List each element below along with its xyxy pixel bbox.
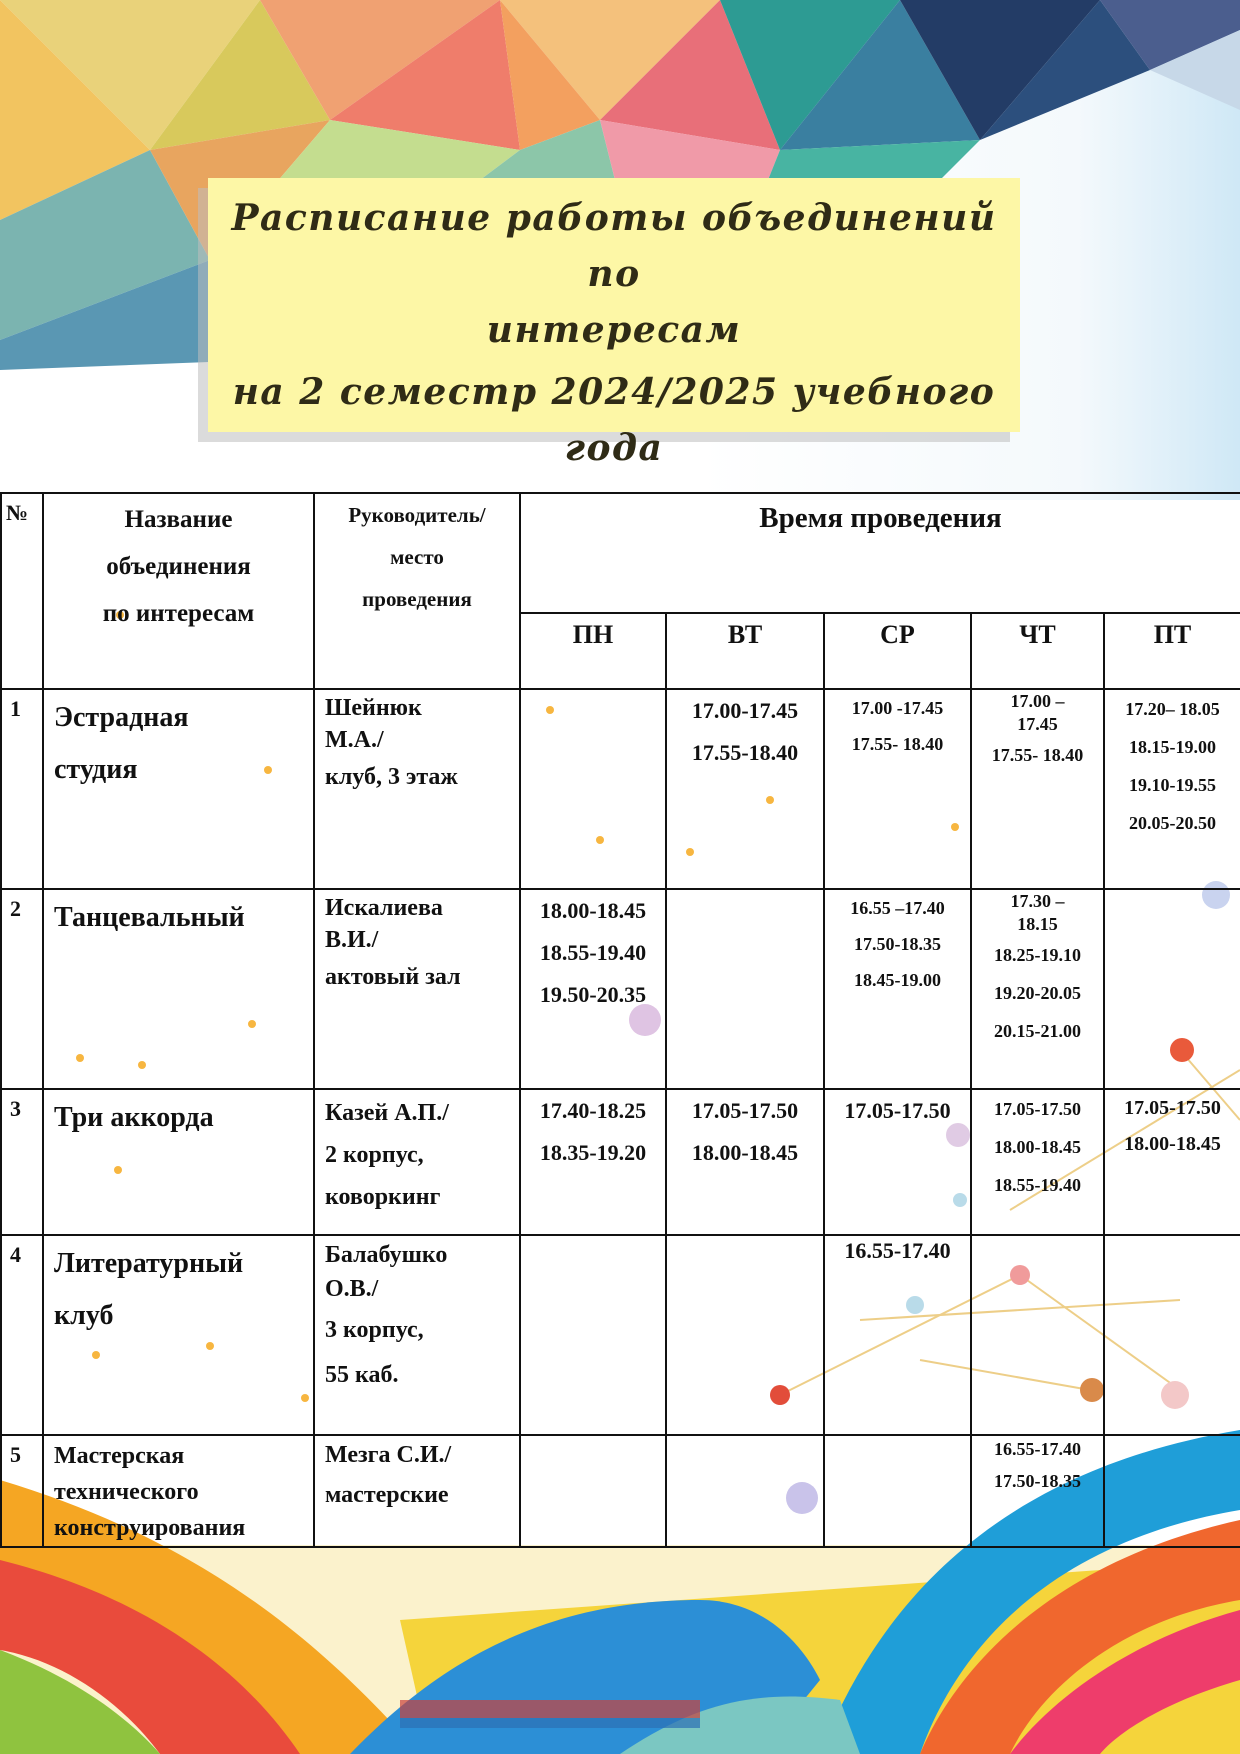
time-slot: 17.20– 18.05 (1125, 699, 1220, 719)
time-slot: 17.40-18.25 (539, 1098, 647, 1123)
leader-line: мастерские (325, 1482, 449, 1508)
leader-line: 3 корпус, (325, 1317, 424, 1343)
club-name-line: Эстрадная (54, 702, 189, 733)
leader-place (314, 1235, 520, 1435)
row-number: 2 (1, 889, 43, 1089)
leader-place (314, 1089, 520, 1235)
club-name (43, 689, 314, 889)
leader-place (314, 689, 520, 889)
header-name (43, 493, 314, 689)
time-slot: 17.55- 18.40 (851, 734, 944, 754)
time-tue (666, 1235, 824, 1435)
header-day-thu: ЧТ (971, 613, 1104, 689)
header-leader (314, 493, 520, 689)
leader-line: клуб, 3 этаж (325, 764, 458, 790)
time-fri (1104, 1435, 1240, 1547)
leader-line: коворкинг (325, 1184, 441, 1210)
time-mon (520, 1235, 666, 1435)
schedule-table (0, 492, 1240, 1548)
leader-place (314, 889, 520, 1089)
row-number: 3 (1, 1089, 43, 1235)
header-leader-line: проведения (362, 587, 472, 611)
header-day-wed: СР (824, 613, 971, 689)
time-slot: 18.00-18.45 (539, 898, 647, 923)
time-wed (824, 689, 971, 889)
time-slot: 17.00-17.45 (691, 698, 799, 723)
time-slot: 18.00-18.45 (994, 1137, 1081, 1157)
title-line-1: Расписание работы объединений по (231, 197, 997, 295)
club-name-line: Танцевальный (54, 902, 245, 933)
time-slot: 18.55-19.40 (539, 940, 647, 965)
time-slot: 17.50-18.35 (994, 1471, 1081, 1491)
time-slot: 17.05-17.50 (691, 1098, 799, 1123)
header-name-line: Название (124, 506, 233, 533)
time-slot: 16.55 –17.40 (850, 898, 945, 918)
time-fri (1104, 1089, 1240, 1235)
time-thu (971, 889, 1104, 1089)
title-banner (208, 178, 1020, 469)
time-wed (824, 1089, 971, 1235)
header-name-line: объединения (106, 553, 251, 580)
table-row (1, 689, 1240, 889)
header-number: № (1, 493, 43, 689)
time-slot: 19.20-20.05 (994, 983, 1081, 1003)
time-fri (1104, 889, 1240, 1089)
table-row (1, 889, 1240, 1089)
time-mon (520, 1089, 666, 1235)
leader-line: М.А./ (325, 727, 384, 753)
header-leader-line: Руководитель/ (348, 503, 486, 527)
time-tue (666, 689, 824, 889)
time-slot: 18.15-19.00 (1129, 737, 1216, 757)
time-tue (666, 889, 824, 1089)
time-thu (971, 1089, 1104, 1235)
time-slot: 17.45 (1017, 714, 1058, 734)
header-time: Время проведения (520, 493, 1240, 613)
time-thu (971, 1235, 1104, 1435)
time-slot: 18.00-18.45 (1124, 1133, 1221, 1155)
time-slot: 18.15 (1017, 914, 1058, 934)
time-slot: 20.05-20.50 (1129, 813, 1216, 833)
row-number: 5 (1, 1435, 43, 1547)
time-slot: 16.55-17.40 (994, 1439, 1081, 1459)
time-thu (971, 1435, 1104, 1547)
club-name (43, 889, 314, 1089)
table-row (1, 1235, 1240, 1435)
time-slot: 17.05-17.50 (1124, 1097, 1221, 1119)
header-day-mon: ПН (520, 613, 666, 689)
time-slot: 16.55-17.40 (844, 1238, 951, 1263)
leader-line: 55 каб. (325, 1362, 399, 1388)
time-mon (520, 889, 666, 1089)
time-fri (1104, 689, 1240, 889)
header-day-tue: ВТ (666, 613, 824, 689)
title-line-2: интересам (486, 309, 742, 351)
time-fri (1104, 1235, 1240, 1435)
time-slot: 20.15-21.00 (994, 1021, 1081, 1041)
time-wed (824, 1435, 971, 1547)
time-slot: 18.45-19.00 (854, 970, 941, 990)
time-slot: 18.00-18.45 (691, 1140, 799, 1165)
time-slot: 17.00 -17.45 (851, 698, 944, 718)
leader-line: Шейнюк (325, 695, 422, 721)
time-wed (824, 1235, 971, 1435)
table-row (1, 1435, 1240, 1547)
club-name (43, 1435, 314, 1547)
time-slot: 19.10-19.55 (1129, 775, 1216, 795)
leader-line: Казей А.П./ (325, 1100, 449, 1126)
time-slot: 17.55- 18.40 (991, 745, 1084, 765)
time-wed (824, 889, 971, 1089)
row-number: 1 (1, 689, 43, 889)
time-tue (666, 1435, 824, 1547)
time-slot: 18.35-19.20 (539, 1140, 647, 1165)
leader-line: актовый зал (325, 964, 461, 990)
time-mon (520, 1435, 666, 1547)
time-thu (971, 689, 1104, 889)
time-slot: 18.25-19.10 (994, 945, 1081, 965)
club-name-line: конструирования (54, 1515, 246, 1541)
club-name (43, 1235, 314, 1435)
time-slot: 17.00 – (1010, 691, 1065, 711)
club-name (43, 1089, 314, 1235)
club-name-line: студия (54, 754, 138, 785)
leader-line: Искалиева (325, 895, 443, 921)
table-row (1, 1089, 1240, 1235)
leader-line: О.В./ (325, 1276, 379, 1302)
time-slot: 17.05-17.50 (994, 1099, 1081, 1119)
header-day-fri: ПТ (1104, 613, 1240, 689)
club-name-line: Литературный (54, 1248, 244, 1279)
time-mon (520, 689, 666, 889)
time-tue (666, 1089, 824, 1235)
club-name-line: Мастерская (54, 1443, 185, 1469)
leader-line: Мезга С.И./ (325, 1442, 452, 1468)
time-slot: 19.50-20.35 (539, 982, 647, 1007)
header-leader-line: место (390, 545, 444, 569)
club-name-line: технического (54, 1479, 199, 1505)
time-slot: 17.50-18.35 (854, 934, 941, 954)
time-slot: 17.05-17.50 (844, 1098, 951, 1123)
time-slot: 17.30 – (1010, 891, 1065, 911)
leader-place (314, 1435, 520, 1547)
time-slot: 18.55-19.40 (994, 1175, 1081, 1195)
leader-line: Балабушко (325, 1242, 448, 1268)
club-name-line: Три аккорда (54, 1102, 214, 1133)
header-name-line: по интересам (102, 600, 255, 627)
title-line-3: на 2 семестр 2024/2025 учебного года (232, 371, 996, 469)
leader-line: В.И./ (325, 927, 379, 953)
leader-line: 2 корпус, (325, 1142, 424, 1168)
time-slot: 17.55-18.40 (691, 740, 799, 765)
club-name-line: клуб (54, 1300, 114, 1331)
row-number: 4 (1, 1235, 43, 1435)
